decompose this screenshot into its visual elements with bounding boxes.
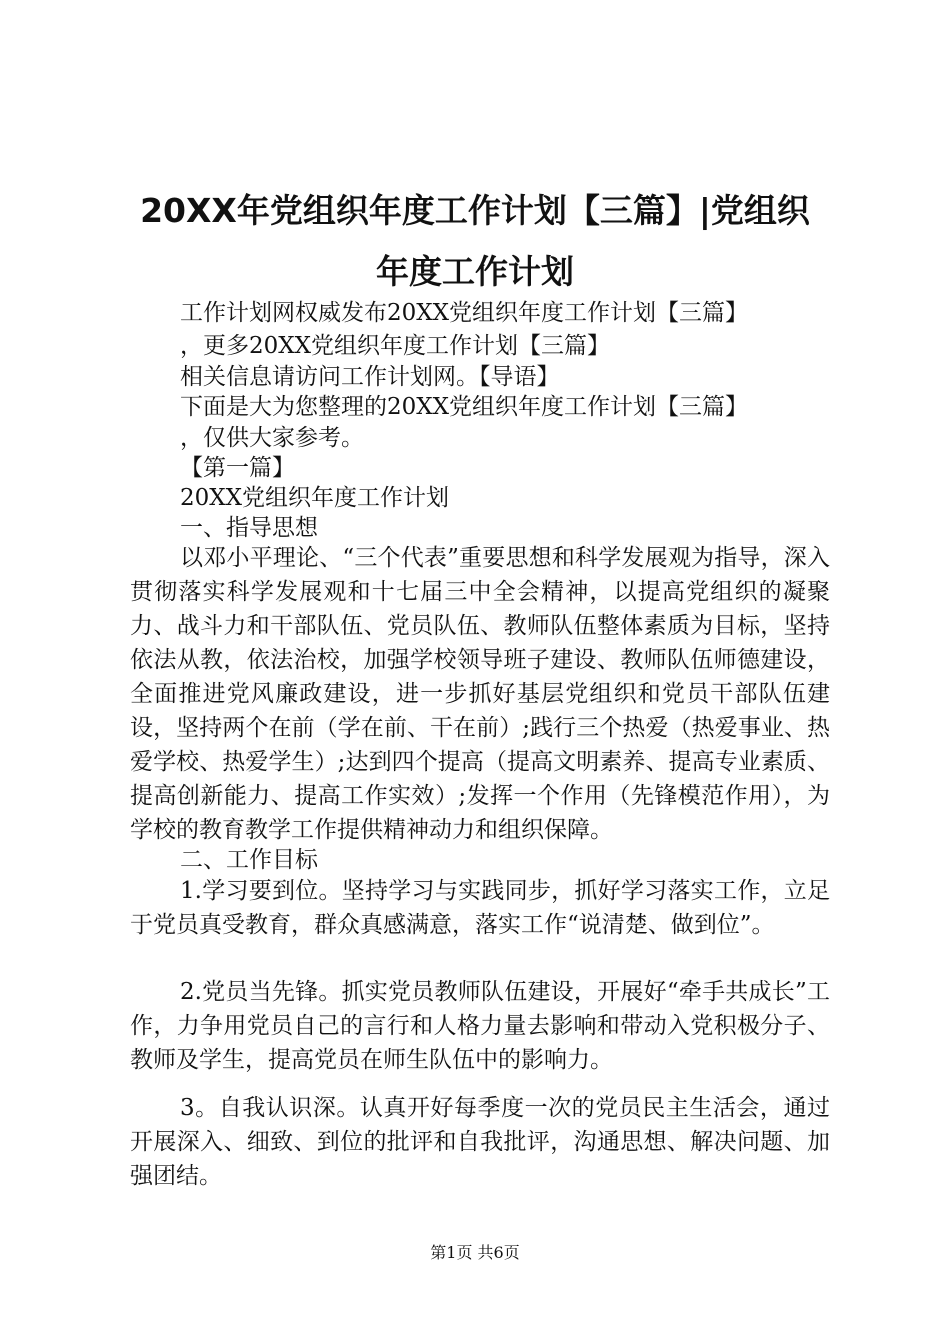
part2-item-2: 2.党员当先锋。抓实党员教师队伍建设，开展好“牵手共成长”工作，力争用党员自己的言行和人格力量去影响和带动入党积极分子、教师及学生，提高党员在师生队伍中的影响力。 xyxy=(130,979,830,1073)
part1-heading: 一、指导思想 xyxy=(180,515,318,541)
part1-body: 以邓小平理论、“三个代表”重要思想和科学发展观为指导，深入贯彻落实科学发展观和十七届三中全会精神，以提高党组织的凝聚力、战斗力和干部队伍、党员队伍、教师队伍整体素质为目标，坚持依法从教，依法治校，加强学校领导班子建设、教师队伍师德建设，全面推进党风廉政建设，进一步抓好基层党组织和党员干部队伍建设，坚持两个在前（学在前、干在前）;践行三个热爱（热爱事业、热爱学校、热爱学生）;达到四个提高（提高文明素养、提高专业素质、提高创新能力、提高工作实效）;发挥一个作用（先锋模范作用），为学校的教育教学工作提供精神动力和组织保障。 xyxy=(130,545,830,843)
page-footer: 第1页 共6页 xyxy=(430,1243,520,1262)
intro-line-1: 工作计划网权威发布20XX党组织年度工作计划【三篇】 xyxy=(180,300,749,326)
document-title-line-1: 20XX年党组织年度工作计划【三篇】|党组织 xyxy=(140,191,810,230)
intro-line-4: 下面是大为您整理的20XX党组织年度工作计划【三篇】 xyxy=(180,394,749,420)
part2-item-1: 1.学习要到位。坚持学习与实践同步，抓好学习落实工作，立足于党员真受教育，群众真感满意，落实工作“说清楚、做到位”。 xyxy=(130,878,830,938)
intro-line-5: ，仅供大家参考。 xyxy=(180,425,364,451)
intro-line-2: ，更多20XX党组织年度工作计划【三篇】 xyxy=(180,333,611,359)
intro-line-3: 相关信息请访问工作计划网。【导语】 xyxy=(180,364,560,390)
section-label: 【第一篇】 xyxy=(180,455,295,481)
section-heading: 20XX党组织年度工作计划 xyxy=(180,485,450,511)
part2-heading: 二、工作目标 xyxy=(180,847,318,873)
part2-item-3: 3。自我认识深。认真开好每季度一次的党员民主生活会，通过开展深入、细致、到位的批评和自我批评，沟通思想、解决问题、加强团结。 xyxy=(130,1095,830,1189)
document-title-line-2: 年度工作计划 xyxy=(376,252,574,291)
